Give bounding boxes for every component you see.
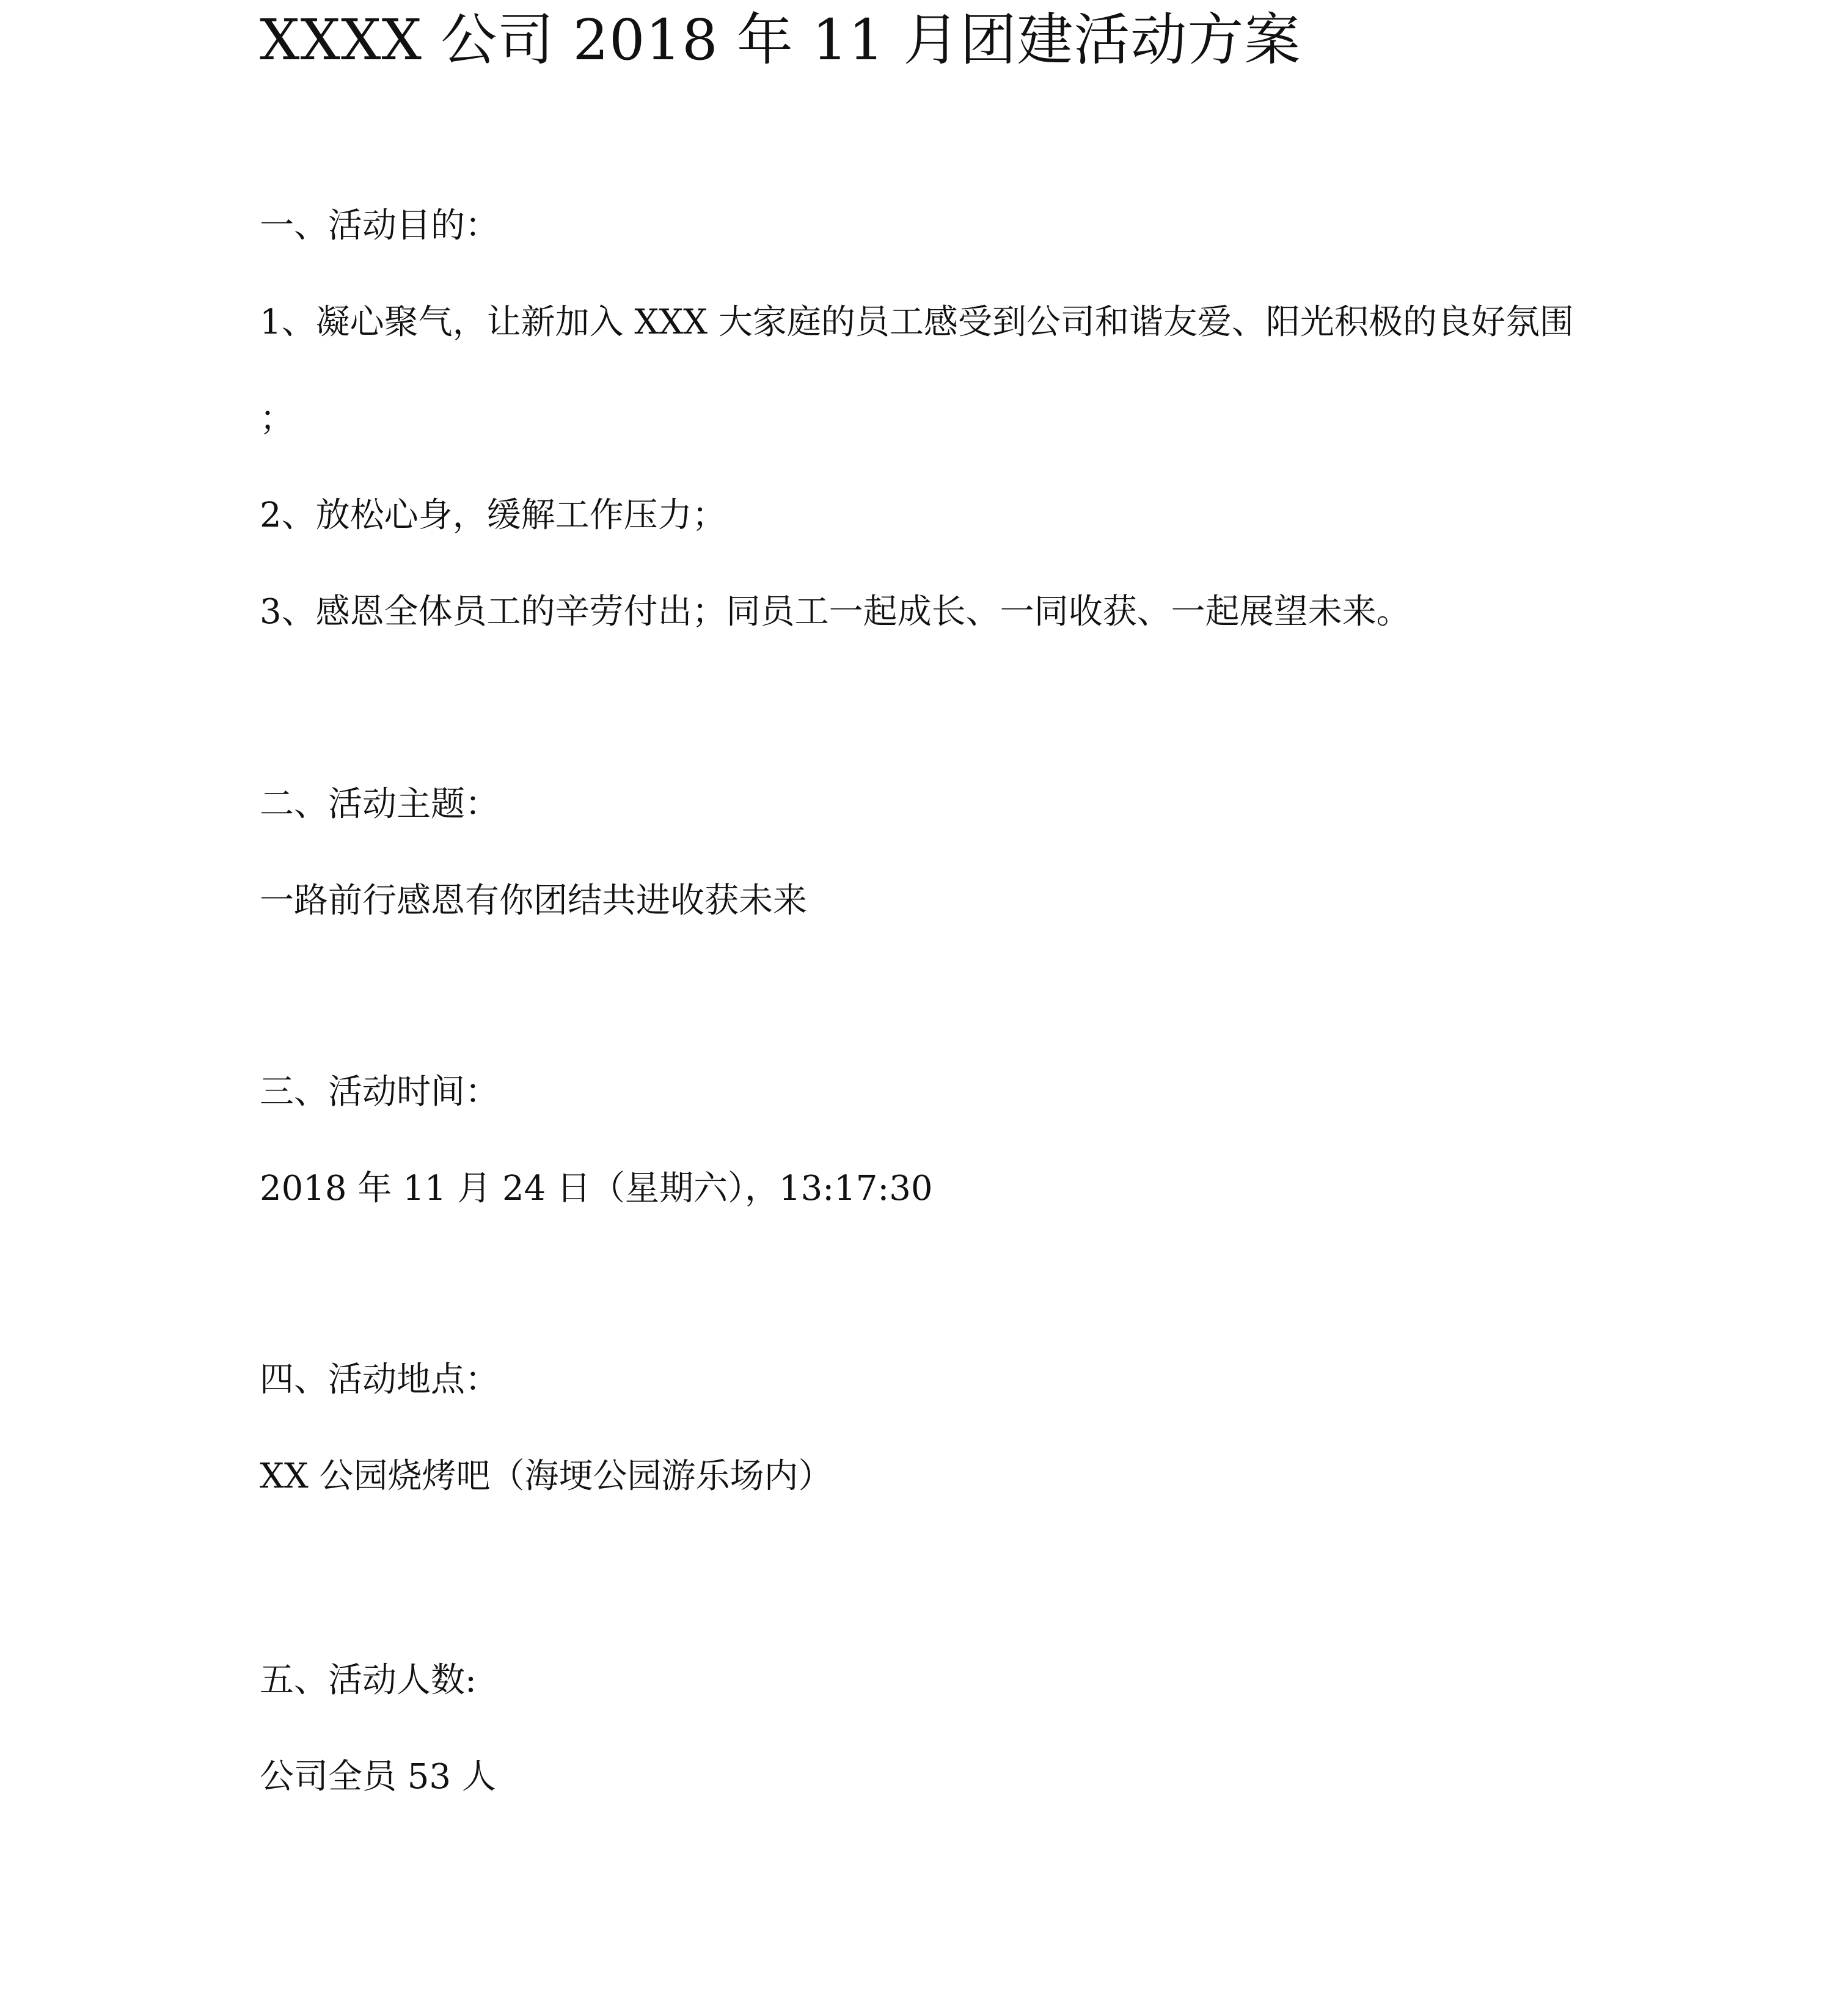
document-title: XXXX 公司 2018 年 11 月团建活动方案 [260, 7, 1301, 73]
section-1-line-2: ； [260, 399, 294, 439]
section-2-heading: 二、活动主题： [260, 784, 499, 824]
section-4-heading: 四、活动地点： [260, 1360, 499, 1400]
section-4-line-1: XX 公园烧烤吧（海埂公园游乐场内） [260, 1456, 833, 1496]
section-3-heading: 三、活动时间： [260, 1072, 499, 1112]
section-1-line-4: 3、感恩全体员工的辛劳付出；同员工一起成长、一同收获、一起展望未来。 [260, 592, 1411, 632]
section-2-line-1: 一路前行感恩有你团结共进收获未来 [260, 881, 807, 921]
section-1-heading: 一、活动目的： [260, 206, 499, 246]
section-5-line-1: 公司全员 53 人 [260, 1757, 496, 1797]
section-1-line-1: 1、凝心聚气，让新加入 XXX 大家庭的员工感受到公司和谐友爱、阳光积极的良好氛围 [260, 302, 1574, 342]
section-3-line-1: 2018 年 11 月 24 日（星期六），13:17:30 [260, 1169, 933, 1208]
section-5-heading: 五、活动人数: [260, 1660, 477, 1700]
section-1-line-3: 2、放松心身，缓解工作压力； [260, 495, 726, 535]
